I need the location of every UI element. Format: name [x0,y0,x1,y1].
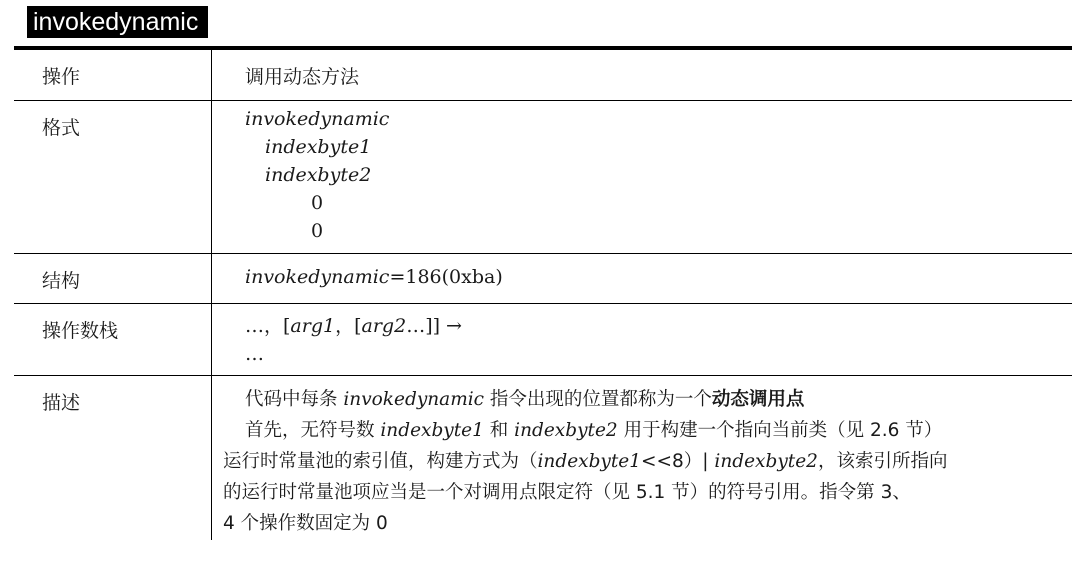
structure-value: =186(0xba) [389,265,503,288]
desc-p1-a: 代码中每条 [245,388,344,410]
stack-arg2: arg2 [361,314,407,337]
label-operation: 操作 [14,50,212,100]
desc-p3-a: 运行时常量池的索引值，构建方式为（ [223,450,538,472]
desc-p2-e: 用于构建一个指向当前类（见 2.6 节） [617,419,943,441]
stack-text-a: …，[ [245,314,291,337]
desc-para-3 [223,446,1064,477]
desc-p3-e: ，该索引所指向 [817,450,948,472]
desc-p1-bold: 动态调用点 [711,388,805,410]
desc-p2-c: 和 [483,419,515,441]
desc-para-2 [223,415,1064,446]
value-operand-stack [212,303,1073,375]
value-operation: 调用动态方法 [212,50,1073,100]
label-operand-stack: 操作数栈 [14,303,212,375]
desc-p3-b: indexbyte1 [537,450,642,472]
desc-p2-d: indexbyte2 [514,419,618,441]
label-description: 描述 [14,375,212,540]
instruction-spec-table [14,50,1072,540]
operand-stack-line-2: … [245,342,264,365]
stack-text-c: …]] → [406,314,462,337]
value-description [212,375,1073,540]
desc-p3-c: <<8）| [641,450,715,472]
desc-para-4: 的运行时常量池项应当是一个对调用点限定符（见 5.1 节）的符号引用。指令第 3、 [223,481,911,503]
label-structure: 结构 [14,253,212,303]
desc-p1-c: 指令出现的位置都称为一个 [484,388,712,410]
operand-stack-line-1 [245,312,1064,340]
desc-p1-b: invokedynamic [343,388,485,410]
row-description [14,375,1072,540]
value-structure [212,253,1073,303]
format-line-indexbyte1: indexbyte1 [265,135,372,158]
row-operand-stack [14,303,1072,375]
value-format [212,100,1073,253]
desc-para-5: 4 个操作数固定为 0 [223,512,388,534]
instruction-title: invokedynamic [27,6,208,38]
format-line-indexbyte2: indexbyte2 [265,163,372,186]
row-format [14,100,1072,253]
format-line-opcode: invokedynamic [245,107,390,130]
stack-text-b: ，[ [335,314,362,337]
structure-name: invokedynamic [245,265,390,288]
label-format: 格式 [14,100,212,253]
format-line-zero-2: 0 [311,219,324,242]
desc-p2-a: 首先，无符号数 [245,419,381,441]
desc-p3-d: indexbyte2 [714,450,818,472]
stack-arg1: arg1 [290,314,336,337]
row-structure [14,253,1072,303]
format-line-zero-1: 0 [311,191,324,214]
row-operation [14,50,1072,100]
desc-p2-b: indexbyte1 [380,419,484,441]
desc-para-1 [223,384,1064,415]
